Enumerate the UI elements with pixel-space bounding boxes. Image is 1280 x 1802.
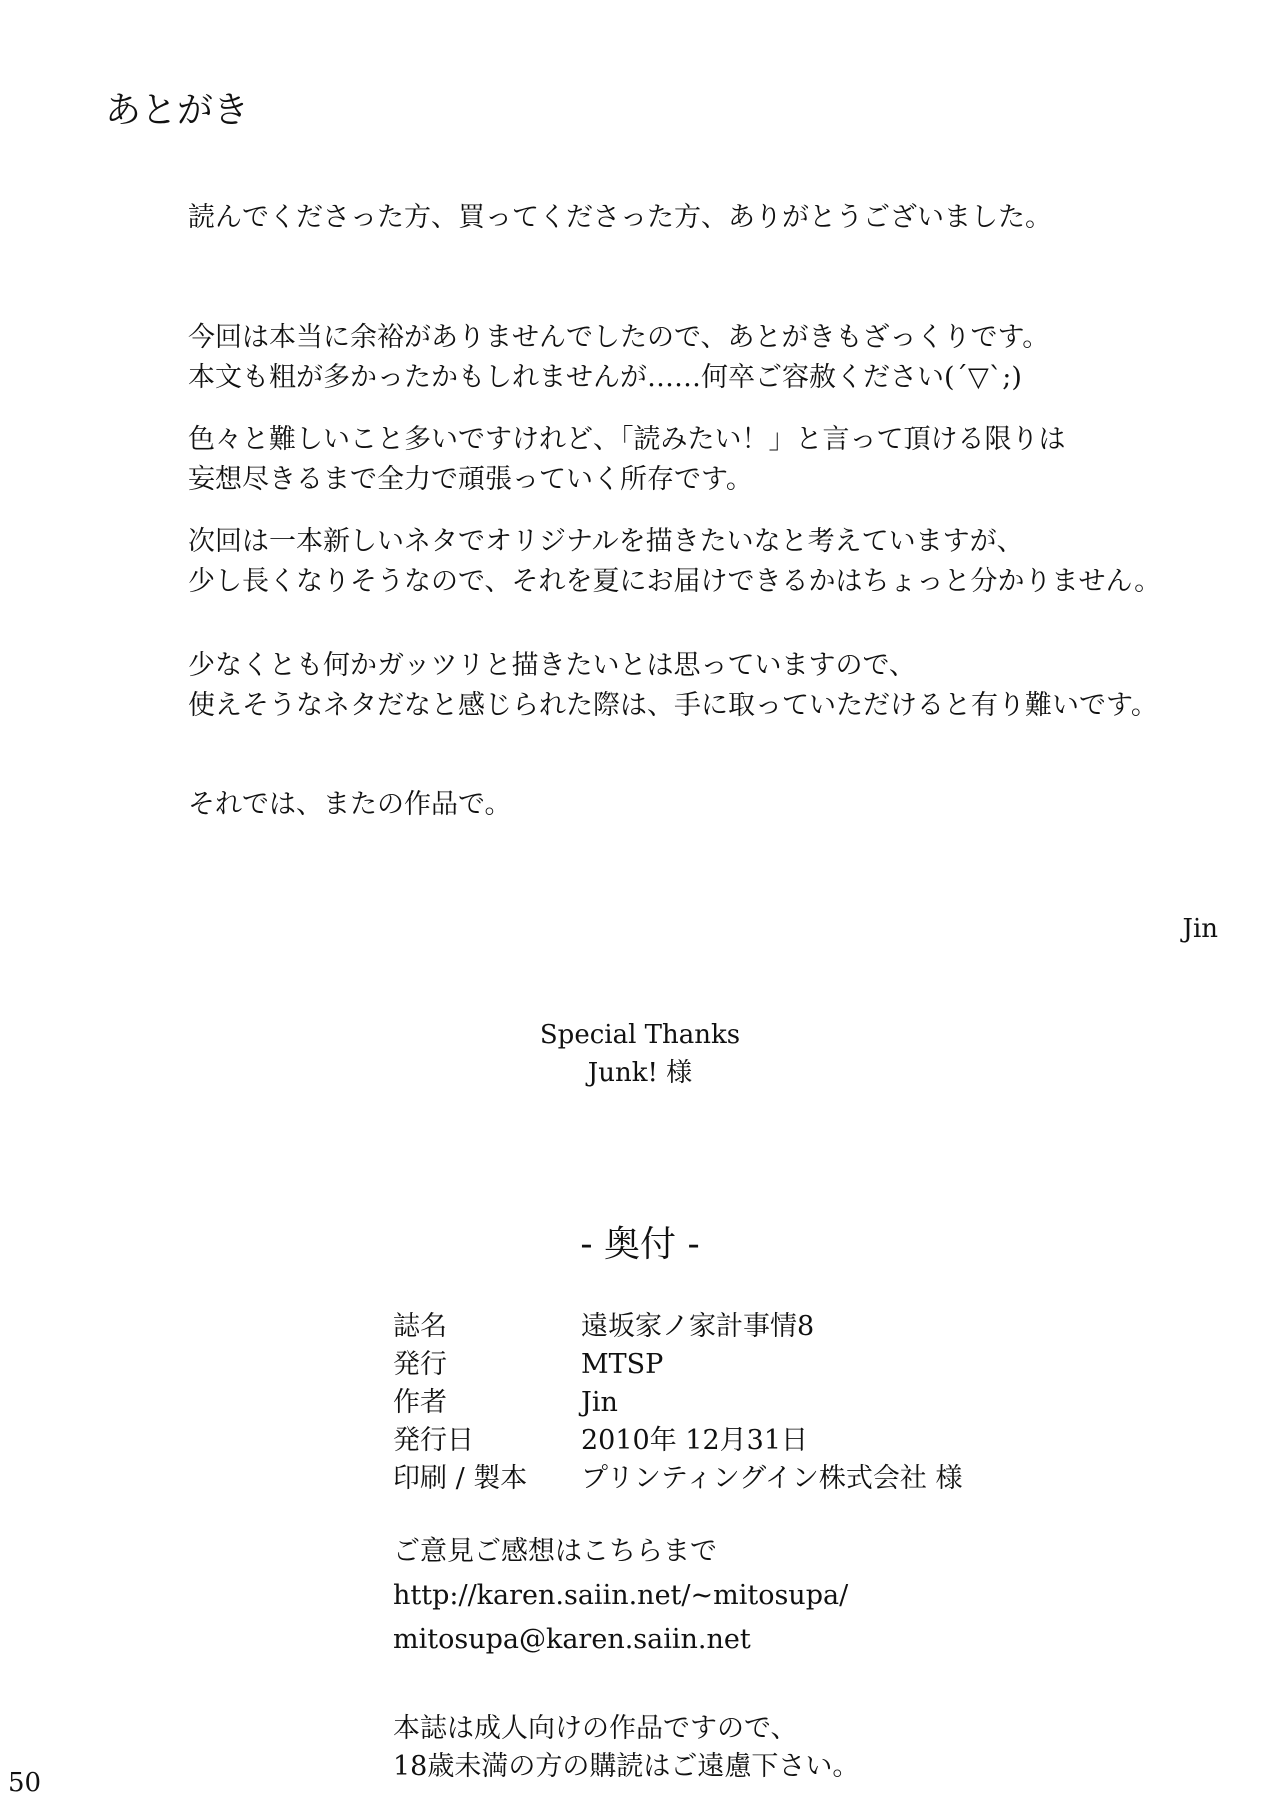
contact-email: mitosupa@karen.saiin.net bbox=[393, 1624, 751, 1655]
contact-block bbox=[393, 1530, 848, 1662]
colophon-value: プリンティングイン株式会社 様 bbox=[581, 1463, 963, 1494]
special-thanks bbox=[0, 1016, 1280, 1092]
paragraph-line: 次回は一本新しいネタでオリジナルを描きたいなと考えていますが、 bbox=[188, 526, 1024, 557]
colophon-label: 発行 bbox=[393, 1349, 447, 1380]
colophon-row bbox=[393, 1384, 962, 1422]
colophon-value: MTSP bbox=[581, 1349, 664, 1380]
colophon-row bbox=[393, 1460, 962, 1498]
colophon-row bbox=[393, 1422, 962, 1460]
paragraph-line: 使えそうなネタだなと感じられた際は、手に取っていただけると有り難いです。 bbox=[188, 690, 1158, 721]
paragraph-line: 色々と難しいこと多いですけれど、「読みたい！」と言って頂ける限りは bbox=[188, 424, 1066, 455]
afterword-heading: あとがき bbox=[105, 90, 250, 131]
paragraph-line: 少なくとも何かガッツリと描きたいとは思っていますので、 bbox=[188, 650, 916, 681]
afterword-paragraph-3 bbox=[188, 420, 1066, 500]
colophon-row bbox=[393, 1308, 962, 1346]
colophon-label: 誌名 bbox=[393, 1311, 447, 1342]
afterword-paragraph-4 bbox=[188, 522, 1161, 602]
age-notice bbox=[393, 1710, 859, 1786]
page-number: 50 bbox=[8, 1768, 42, 1798]
special-thanks-title: Special Thanks bbox=[539, 1020, 741, 1050]
contact-url: http://karen.saiin.net/~mitosupa/ bbox=[393, 1580, 849, 1611]
colophon-label: 作者 bbox=[393, 1387, 447, 1418]
author-signature: Jin bbox=[1182, 914, 1218, 944]
colophon-row bbox=[393, 1346, 962, 1384]
notice-line: 本誌は成人向けの作品ですので、 bbox=[393, 1713, 798, 1744]
paragraph-line: 妄想尽きるまで全力で頑張っていく所存です。 bbox=[188, 464, 753, 495]
special-thanks-name: Junk! 様 bbox=[587, 1058, 693, 1088]
colophon-label: 発行日 bbox=[393, 1425, 474, 1456]
paragraph-line: それでは、またの作品で。 bbox=[188, 789, 512, 820]
paragraph-line: 本文も粗が多かったかもしれませんが……何卒ご容赦ください(´▽`;) bbox=[188, 362, 1022, 393]
paragraph-line: 読んでくださった方、買ってくださった方、ありがとうございました。 bbox=[188, 202, 1052, 233]
paragraph-line: 少し長くなりそうなので、それを夏にお届けできるかはちょっと分かりません。 bbox=[188, 566, 1162, 597]
colophon-table bbox=[393, 1308, 962, 1498]
afterword-paragraph-5 bbox=[188, 646, 1158, 726]
afterword-paragraph-1 bbox=[188, 198, 1052, 238]
colophon-label: 印刷 / 製本 bbox=[393, 1463, 528, 1494]
contact-intro: ご意見ご感想はこちらまで bbox=[393, 1536, 717, 1567]
colophon-value: Jin bbox=[581, 1387, 618, 1418]
afterword-paragraph-2 bbox=[188, 318, 1049, 398]
afterword-paragraph-6 bbox=[188, 785, 511, 825]
colophon-title: - 奥付 - bbox=[580, 1224, 700, 1265]
colophon-value: 2010年 12月31日 bbox=[581, 1425, 809, 1456]
notice-line: 18歳未満の方の購読はご遠慮下さい。 bbox=[393, 1751, 860, 1782]
paragraph-line: 今回は本当に余裕がありませんでしたので、あとがきもざっくりです。 bbox=[188, 322, 1050, 353]
colophon-value: 遠坂家ノ家計事情8 bbox=[581, 1311, 815, 1342]
